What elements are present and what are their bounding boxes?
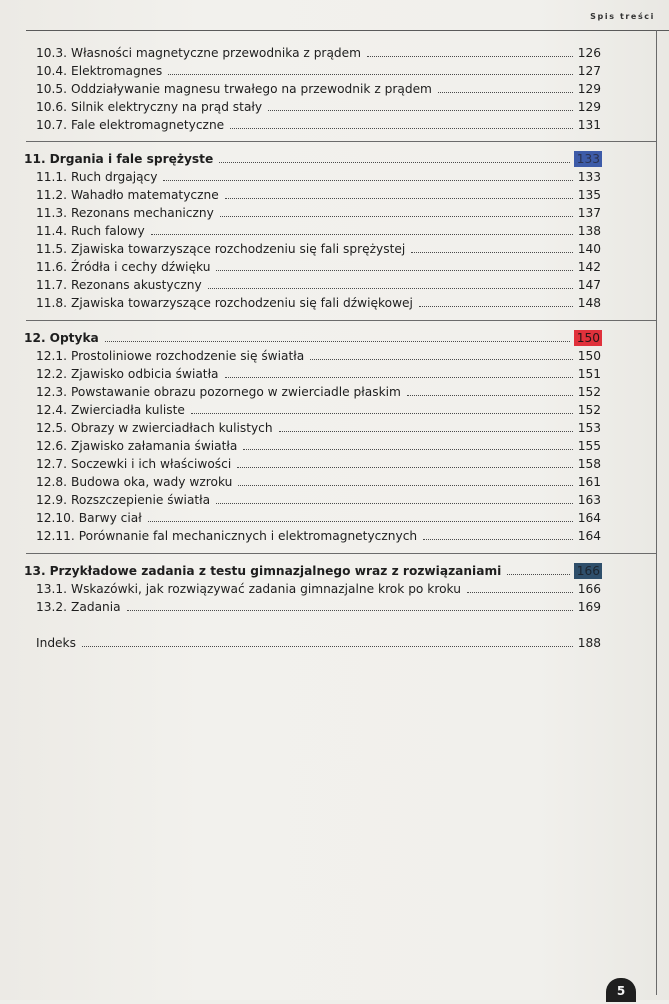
- toc-page: 147: [577, 278, 601, 292]
- toc-title: Silnik elektryczny na prąd stały: [71, 100, 263, 114]
- toc-page: 161: [577, 475, 601, 489]
- toc-entry: [36, 185, 602, 203]
- toc-entry: [36, 115, 602, 133]
- toc-number: 12.11.: [36, 529, 75, 543]
- toc-entry: [36, 526, 602, 544]
- toc-title: Własności magnetyczne przewodnika z prądem: [71, 46, 362, 60]
- toc-page: 150: [577, 349, 601, 363]
- toc-number: 10.4.: [36, 64, 68, 78]
- leader-dots: [163, 179, 573, 181]
- toc-page: 164: [577, 529, 601, 543]
- toc-title: Drgania i fale sprężyste: [49, 152, 214, 166]
- toc-page: 133: [577, 170, 601, 184]
- margin-rule: [656, 30, 657, 995]
- toc-page: 131: [577, 118, 601, 132]
- toc-page: 126: [577, 46, 601, 60]
- toc-entry: [36, 79, 602, 97]
- toc-page: 188: [577, 636, 601, 650]
- toc-chapter: [24, 561, 602, 579]
- leader-dots: [268, 109, 573, 111]
- section-divider: [26, 553, 656, 554]
- leader-dots: [310, 358, 573, 360]
- toc-page: 137: [577, 206, 601, 220]
- toc-number: 11.7.: [36, 278, 68, 292]
- toc-number: 12.5.: [36, 421, 68, 435]
- leader-dots: [467, 591, 573, 593]
- leader-dots: [168, 73, 573, 75]
- leader-dots: [216, 502, 573, 504]
- leader-dots: [423, 538, 573, 540]
- leader-dots: [151, 233, 573, 235]
- toc-entry: [36, 364, 602, 382]
- toc-title: Wskazówki, jak rozwiązywać zadania gimnazjalne krok po kroku: [71, 582, 461, 596]
- leader-dots: [191, 412, 573, 414]
- toc-number: 11.: [24, 152, 46, 166]
- toc-page: 129: [577, 82, 601, 96]
- toc-title: Przykładowe zadania z testu gimnazjalnego wraz z rozwiązaniami: [49, 564, 502, 578]
- toc-entry: [36, 508, 602, 526]
- leader-dots: [216, 269, 573, 271]
- toc-number: 11.6.: [36, 260, 68, 274]
- toc-title: Porównanie fal mechanicznych i elektromagnetycznych: [78, 529, 418, 543]
- toc-entry: [36, 61, 602, 79]
- toc-number: 13.2.: [36, 600, 68, 614]
- toc-page-highlight: 166: [574, 563, 602, 579]
- toc-title: Indeks: [36, 636, 76, 650]
- toc-number: 11.3.: [36, 206, 68, 220]
- leader-dots: [220, 215, 573, 217]
- leader-dots: [507, 573, 570, 575]
- toc-title: Optyka: [49, 331, 99, 345]
- toc-page: 148: [577, 296, 601, 310]
- toc-page: 142: [577, 260, 601, 274]
- toc-entry: [36, 436, 602, 454]
- toc-page: 140: [577, 242, 601, 256]
- toc-number: 11.5.: [36, 242, 68, 256]
- toc-chapter: [24, 328, 602, 346]
- toc-entry: [36, 167, 602, 185]
- toc-entry: [36, 579, 602, 597]
- toc-title: Powstawanie obrazu pozornego w zwierciadle płaskim: [71, 385, 401, 399]
- toc-title: Oddziaływanie magnesu trwałego na przewodnik z prądem: [71, 82, 432, 96]
- toc-page: 166: [577, 582, 601, 596]
- toc-page: 152: [577, 385, 601, 399]
- leader-dots: [127, 609, 573, 611]
- toc-entry: [36, 257, 602, 275]
- toc-page: 152: [577, 403, 601, 417]
- leader-dots: [208, 287, 573, 289]
- toc-number: 11.1.: [36, 170, 68, 184]
- toc-entry: [36, 346, 602, 364]
- toc-entry: [36, 490, 602, 508]
- toc-title: Zjawisko załamania światła: [71, 439, 238, 453]
- leader-dots: [419, 305, 573, 307]
- toc-entry: [36, 472, 602, 490]
- toc-page: 151: [577, 367, 601, 381]
- leader-dots: [225, 376, 573, 378]
- toc-entry: [36, 418, 602, 436]
- leader-dots: [219, 161, 570, 163]
- toc-title: Soczewki i ich właściwości: [71, 457, 232, 471]
- leader-dots: [230, 127, 573, 129]
- toc-title: Rezonans mechaniczny: [71, 206, 214, 220]
- header-rule: [26, 30, 669, 31]
- section-divider: [26, 141, 656, 142]
- toc-title: Ruch drgający: [71, 170, 158, 184]
- toc-page: 127: [577, 64, 601, 78]
- toc-number: 10.3.: [36, 46, 68, 60]
- toc-entry: [36, 97, 602, 115]
- leader-dots: [148, 520, 573, 522]
- toc-chapter: [24, 149, 602, 167]
- toc-title: Wahadło matematyczne: [71, 188, 219, 202]
- leader-dots: [411, 251, 573, 253]
- toc-title: Prostoliniowe rozchodzenie się światła: [71, 349, 305, 363]
- leader-dots: [238, 484, 573, 486]
- toc-page: 129: [577, 100, 601, 114]
- leader-dots: [225, 197, 573, 199]
- toc-title: Zjawiska towarzyszące rozchodzeniu się fali sprężystej: [71, 242, 406, 256]
- toc-title: Źródła i cechy dźwięku: [71, 260, 211, 274]
- toc-entry: [36, 382, 602, 400]
- toc-title: Zwierciadła kuliste: [71, 403, 185, 417]
- toc-number: 10.7.: [36, 118, 68, 132]
- toc-entry: [36, 43, 602, 61]
- toc-title: Elektromagnes: [71, 64, 163, 78]
- toc-number: 12.4.: [36, 403, 68, 417]
- toc-entry: [36, 454, 602, 472]
- toc-number: 13.: [24, 564, 46, 578]
- toc-entry: [36, 275, 602, 293]
- toc-title: Fale elektromagnetyczne: [71, 118, 225, 132]
- toc-number: 11.2.: [36, 188, 68, 202]
- section-divider: [26, 320, 656, 321]
- toc-page: 169: [577, 600, 601, 614]
- toc-page: 138: [577, 224, 601, 238]
- toc-number: 12.7.: [36, 457, 68, 471]
- toc-page-highlight: 150: [574, 330, 602, 346]
- toc-number: 10.6.: [36, 100, 68, 114]
- leader-dots: [279, 430, 573, 432]
- toc-number: 11.4.: [36, 224, 68, 238]
- toc-title: Zjawiska towarzyszące rozchodzeniu się fali dźwiękowej: [71, 296, 413, 310]
- toc-page: 153: [577, 421, 601, 435]
- leader-dots: [438, 91, 573, 93]
- toc-entry: [36, 597, 602, 615]
- toc-entry: [36, 221, 602, 239]
- toc-page: 163: [577, 493, 601, 507]
- toc-number: 12.1.: [36, 349, 68, 363]
- leader-dots: [105, 340, 570, 342]
- toc-entry: [36, 293, 602, 311]
- leader-dots: [243, 448, 573, 450]
- toc-title: Budowa oka, wady wzroku: [71, 475, 233, 489]
- toc-title: Zjawisko odbicia światła: [71, 367, 219, 381]
- toc-number: 12.9.: [36, 493, 68, 507]
- toc-number: 10.5.: [36, 82, 68, 96]
- toc-number: 13.1.: [36, 582, 68, 596]
- toc-title: Barwy ciał: [78, 511, 142, 525]
- toc-page: 164: [577, 511, 601, 525]
- toc-page: 135: [577, 188, 601, 202]
- toc-page: 158: [577, 457, 601, 471]
- leader-dots: [237, 466, 573, 468]
- toc-page: 155: [577, 439, 601, 453]
- toc-entry: [36, 239, 602, 257]
- leader-dots: [407, 394, 573, 396]
- toc-number: 12.3.: [36, 385, 68, 399]
- running-header: Spis treści: [590, 12, 655, 21]
- toc-number: 12.10.: [36, 511, 75, 525]
- toc-number: 12.8.: [36, 475, 68, 489]
- toc-title: Rozszczepienie światła: [71, 493, 211, 507]
- toc-number: 12.2.: [36, 367, 68, 381]
- toc-page-highlight: 133: [574, 151, 602, 167]
- toc-title: Ruch falowy: [71, 224, 145, 238]
- toc-number: 11.8.: [36, 296, 68, 310]
- leader-dots: [82, 645, 573, 647]
- toc-title: Rezonans akustyczny: [71, 278, 202, 292]
- toc-entry: [36, 203, 602, 221]
- page-number-badge: 5: [606, 978, 636, 1002]
- toc-number: 12.: [24, 331, 46, 345]
- toc-number: 12.6.: [36, 439, 68, 453]
- leader-dots: [367, 55, 573, 57]
- toc-title: Zadania: [71, 600, 121, 614]
- toc-index-entry: [36, 633, 602, 651]
- toc-entry: [36, 400, 602, 418]
- toc-title: Obrazy w zwierciadłach kulistych: [71, 421, 273, 435]
